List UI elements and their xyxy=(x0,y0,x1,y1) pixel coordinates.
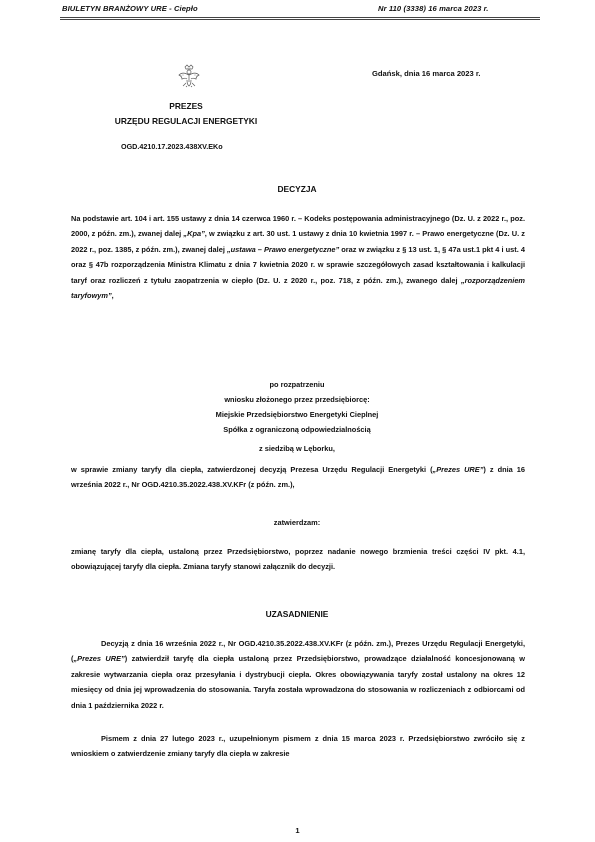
page-number: 1 xyxy=(295,826,300,835)
legal-basis-text-3: oraz w związku z § 13 ust. 1, § 47a ust.1 pkt 4 i ust. 4 oraz § 47b rozporządzenia Ministra Klimatu z dnia 7 kwietnia 2020 r. w sprawie szczegółowych zasad kształtowania i kalkulacji taryf oraz rozliczeń z tytułu zaopatrzenia w ciepło (Dz. U. z 2020 r., poz. 718, z późn. zm.), zwanego dalej xyxy=(71,244,525,285)
legal-basis-text-4: , xyxy=(111,291,114,301)
after-review-line: po rozpatrzeniu xyxy=(269,380,325,389)
energy-law-abbreviation: „ustawa – Prawo energetyczne” xyxy=(226,244,340,254)
justification-text-2: ) zatwierdził taryfę dla ciepła ustaloną przez Przedsiębiorstwo, prowadzące działalność koncesjonowaną w zakresie wytwarzania ciepła oraz przesyłania i dystrybucji ciepła. Okres obowiązywania taryfy został ustalony na okres 12 miesięcy od dnia jej wprowadzenia do stosowania. Taryfa została wprowadzona do stosowania w rozliczeniach z odbiorcami od dnia 1 października 2022 r. xyxy=(71,654,525,710)
justification-heading: UZASADNIENIE xyxy=(265,609,329,619)
tariff-regulation-abbreviation: „rozporządzeniem taryfowym” xyxy=(71,275,525,301)
polish-eagle-emblem-icon xyxy=(178,64,200,88)
justification-text-3: Pismem z dnia 27 lutego 2023 r., uzupełnionym pismem z dnia 15 marca 2023 r. Przedsiębiorstwo zwróciło się z wnioskiem o zatwierdzenie zmiany taryfy dla ciepła w zakresie xyxy=(71,734,525,759)
request-by-line: wniosku złożonego przez przedsiębiorcę: xyxy=(224,395,370,404)
running-header-title: BIULETYN BRANŻOWY URE - Ciepło xyxy=(62,4,198,13)
justification-paragraph-2 xyxy=(71,731,525,762)
approval-statement: zatwierdzam: xyxy=(273,518,321,527)
prezes-ure-abbreviation-2: „Prezes URE” xyxy=(73,654,125,664)
company-name-line1: Miejskie Przedsiębiorstwo Energetyki Cieplnej xyxy=(215,410,379,419)
justification-paragraph-1 xyxy=(71,636,525,713)
matter-text-1: w sprawie zmiany taryfy dla ciepła, zatwierdzonej decyzją Prezesa Urzędu Regulacji Energetyki ( xyxy=(71,465,433,474)
company-name-line2: Spółka z ograniczoną odpowiedzialnością xyxy=(223,425,371,434)
prezes-ure-abbreviation: „Prezes URE” xyxy=(432,465,484,474)
issuer-office: URZĘDU REGULACJI ENERGETYKI xyxy=(114,116,258,126)
legal-basis-text-1: Na podstawie art. 104 i art. 155 ustawy z dnia 14 czerwca 1960 r. – Kodeks postępowania administracyjnego (Dz. U. z 2022 r., poz. 2000, z późn. zm.), zwanej dalej xyxy=(71,214,525,239)
justification-text-1: Decyzją z dnia 16 września 2022 r., Nr OGD.4210.35.2022.438.XV.KFr (z późn. zm.), Prezes Urzędu Regulacji Energetyki, ( xyxy=(71,639,525,664)
ruling-paragraph: zmianę taryfy dla ciepła, ustaloną przez Przedsiębiorstwo, poprzez nadanie nowego brzmienia treści części IV pkt. 4.1, obowiązującej taryfy dla ciepła. Zmiana taryfy stanowi załącznik do decyzji. xyxy=(71,547,525,572)
header-rule xyxy=(60,17,540,18)
company-seat: z siedzibą w Lęborku, xyxy=(259,444,335,453)
header-rule-secondary xyxy=(60,19,540,20)
kpa-abbreviation: „Kpa” xyxy=(183,229,205,239)
running-header-issue: Nr 110 (3338) 16 marca 2023 r. xyxy=(378,4,489,13)
place-and-date: Gdańsk, dnia 16 marca 2023 r. xyxy=(372,69,481,78)
matter-text-2: ) z dnia 16 września 2022 r., Nr OGD.4210.35.2022.438.XV.KFr (z późn. zm.), xyxy=(71,465,525,490)
decision-heading: DECYZJA xyxy=(277,184,317,194)
issuer-title: PREZES xyxy=(169,101,203,111)
matter-paragraph xyxy=(71,462,525,493)
legal-basis-text-2: , w związku z art. 30 ust. 1 ustawy z dnia 10 kwietnia 1997 r. – Prawo energetyczne (Dz. U. z 2022 r., poz. 1385, z późn. zm.), zwanej dalej xyxy=(71,229,525,254)
legal-basis-paragraph xyxy=(71,211,525,303)
case-reference-number: OGD.4210.17.2023.438XV.EKo xyxy=(121,142,223,151)
